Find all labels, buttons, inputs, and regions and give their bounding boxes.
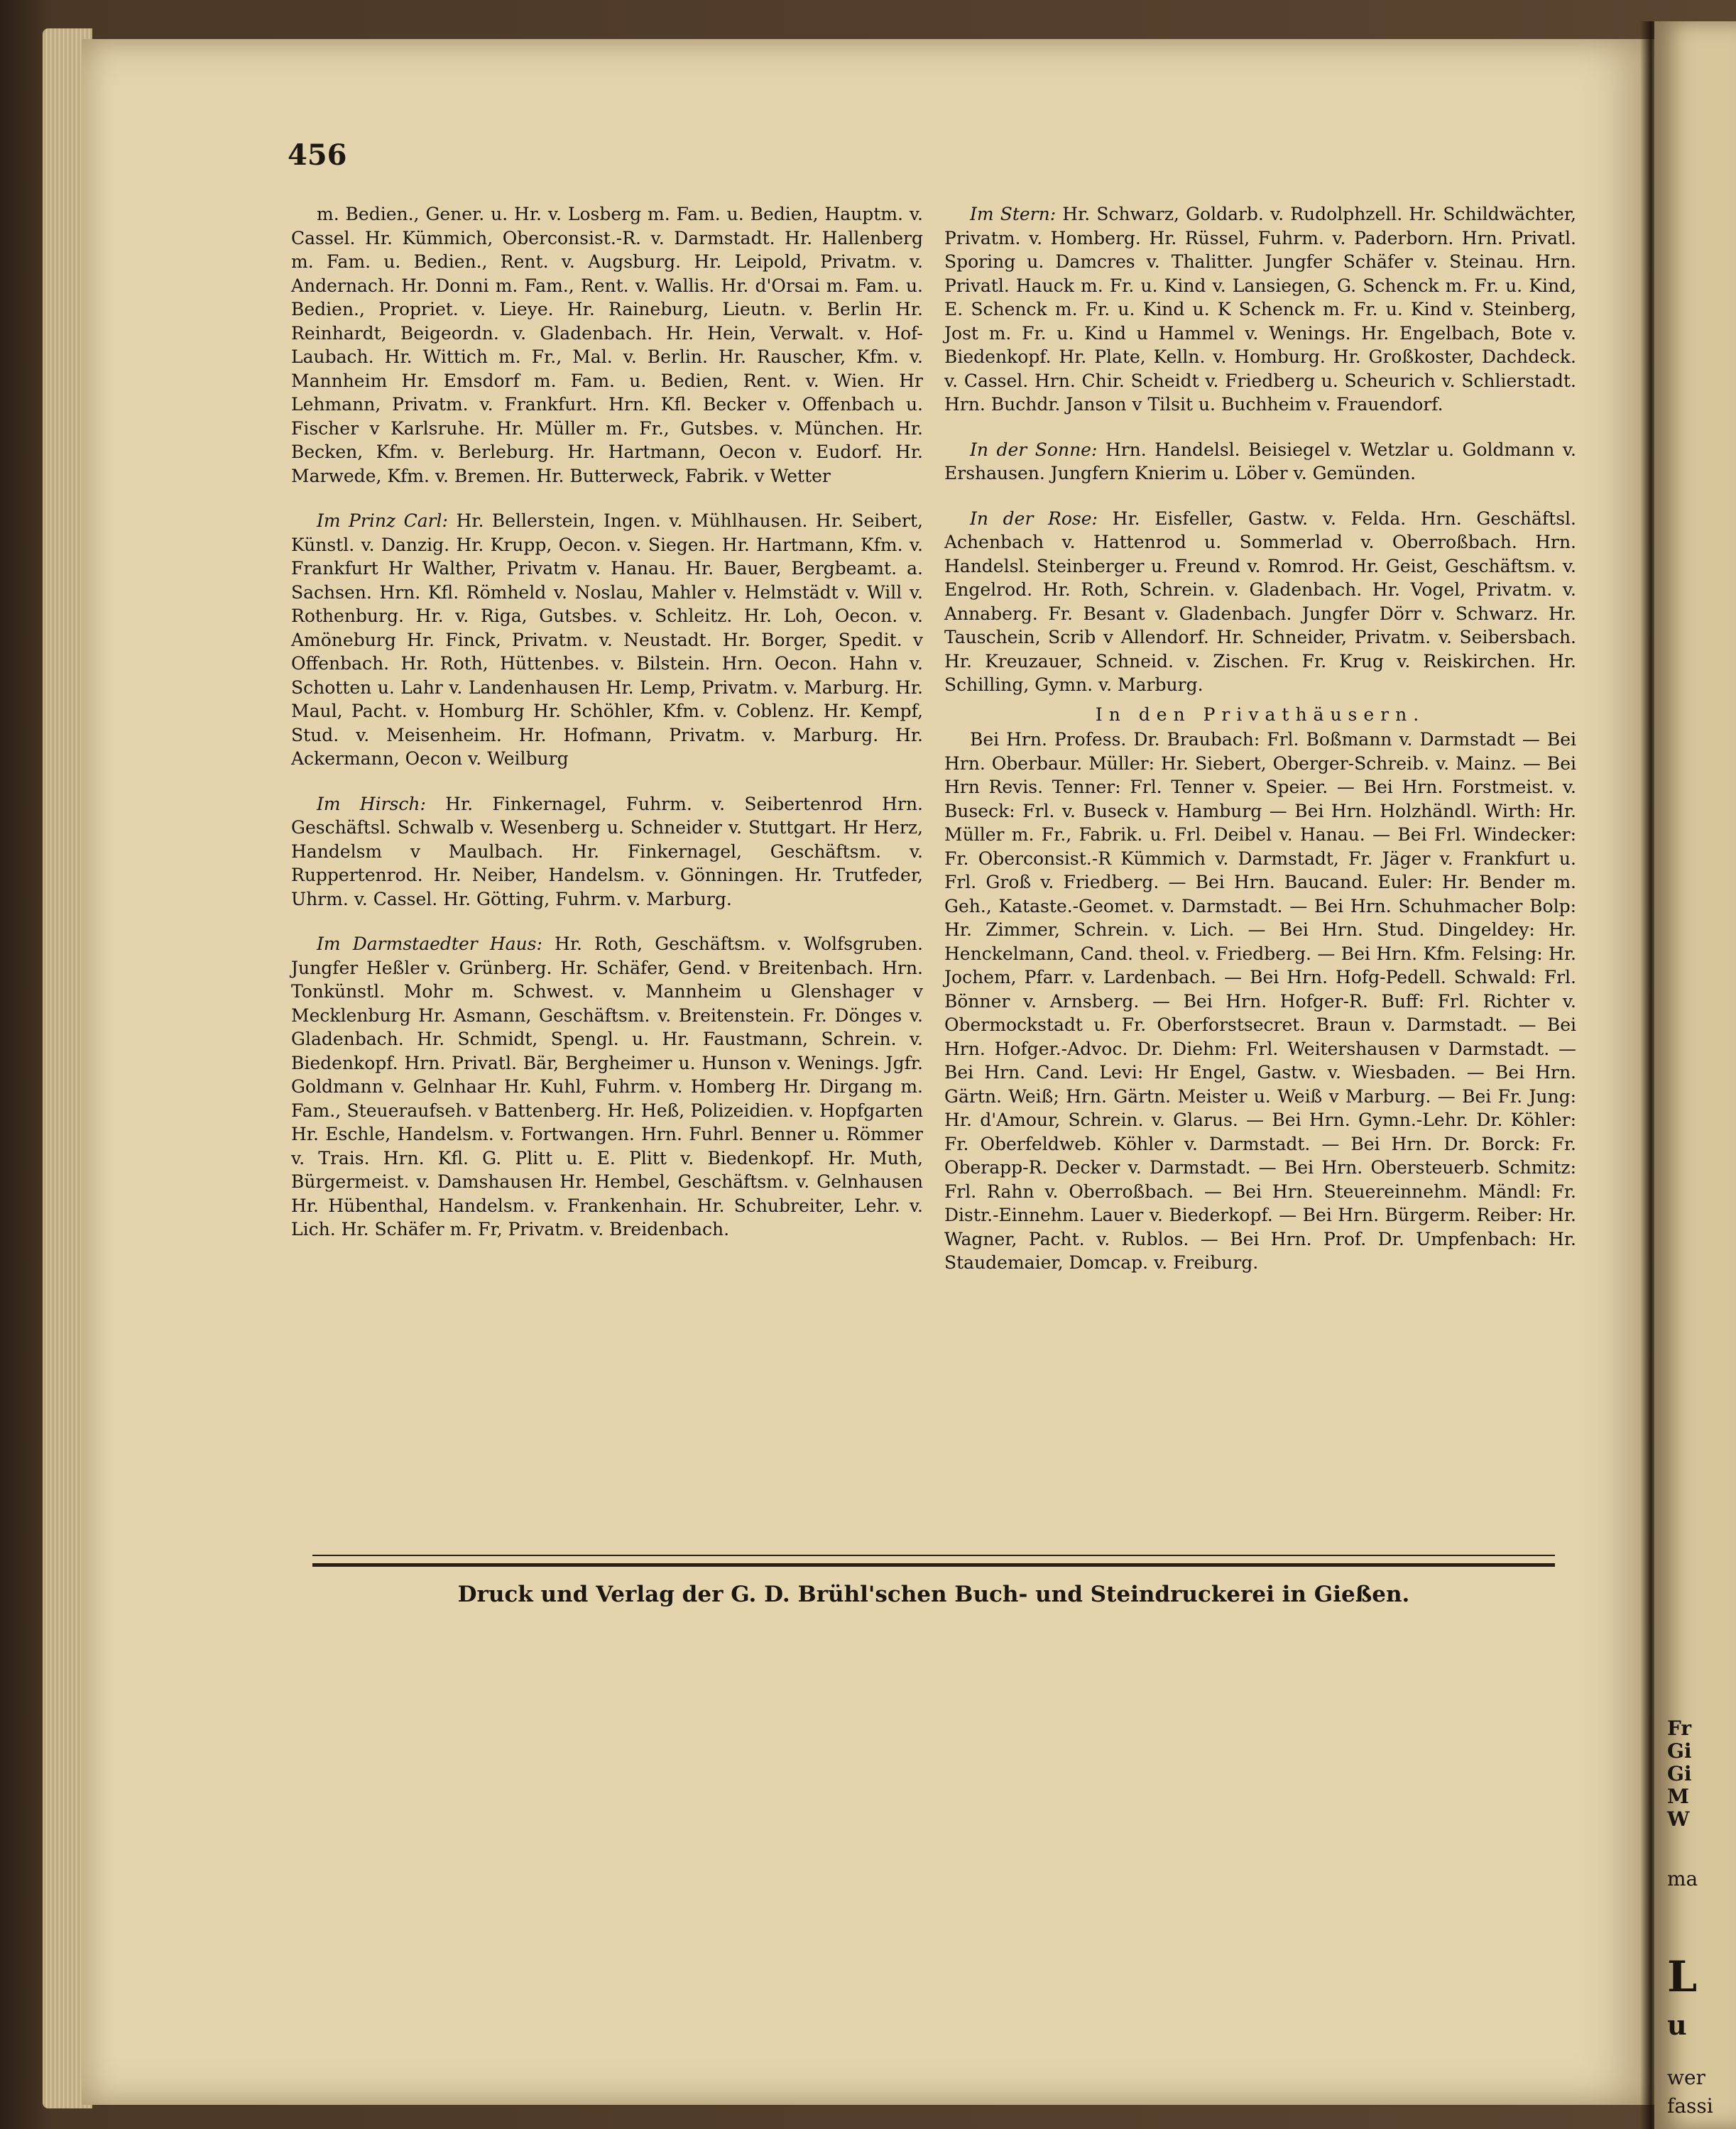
- entry-text: m. Bedien., Gener. u. Hr. v. Losberg m. Fam. u. Bedien, Hauptm. v. Cassel. Hr. Kümmich, Oberconsist.-R. v. Darmstadt. Hr. Hallenberg m. Fam. u. Bedien., Rent. v. Augsburg. Hr. Leipold, Privatm. v. Andernach. Hr. Donni m. Fam., Rent. v. Wallis. Hr. d'Orsai m. Fam. u. Bedien., Propriet. v. Lieye. Hr. Raineburg, Lieutn. v. Berlin Hr. Reinhardt, Beigeordn. v. Gladenbach. Hr. Hein, Verwalt. v. Hof-Laubach. Hr. Wittich m. Fr., Mal. v. Berlin. Hr. Rauscher, Kfm. v. Mannheim Hr. Emsdorf m. Fam. u. Bedien, Rent. v. Wien. Hr Lehmann, Privatm. v. Frankfurt. Hrn. Kfl. Becker v. Offenbach u. Fischer v Karlsruhe. Hr. Müller m. Fr., Gutsbes. v. München. Hr. Becken, Kfm. v. Berleburg. Hr. Hartmann, Oecon v. Eudorf. Hr. Marwede, Kfm. v. Bremen. Hr. Butterweck, Fabrik. v Wetter: [291, 204, 923, 486]
- hotel-label: Im Darmstaedter Haus:: [317, 934, 555, 954]
- facing-page-fragment: ma: [1667, 1867, 1698, 1890]
- facing-page-fragment: L: [1667, 1952, 1698, 2002]
- facing-page-fragment: Gi: [1667, 1739, 1692, 1763]
- entry-text: Hr. Bellerstein, Ingen. v. Mühlhausen. Hr. Seibert, Künstl. v. Danzig. Hr. Krupp, Oecon. v. Siegen. Hr. Hartmann, Kfm. v. Frankfurt Hr Walther, Privatm v. Hanau. Hr. Bauer, Bergbeamt. a. Sachsen. Hrn. Kfl. Römheld v. Noslau, Mahler v. Helmstädt v. Will v. Rothenburg. Hr. v. Riga, Gutsbes. v. Schleitz. Hr. Loh, Oecon. v. Amöneburg Hr. Finck, Privatm. v. Neustadt. Hr. Borger, Spedit. v Offenbach. Hr. Roth, Hüttenbes. v. Bilstein. Hrn. Oecon. Hahn v. Schotten u. Lahr v. Landenhausen Hr. Lemp, Privatm. v. Marburg. Hr. Maul, Pacht. v. Homburg Hr. Schöhler, Kfm. v. Coblenz. Hr. Kempf, Stud. v. Meisenheim. Hr. Hofmann, Privatm. v. Marburg. Hr. Ackermann, Oecon v. Weilburg: [291, 510, 923, 769]
- entry-paragraph: [291, 509, 923, 771]
- hotel-label: Im Prinz Carl:: [317, 510, 457, 531]
- facing-page-fragment: M: [1667, 1785, 1689, 1808]
- entry-text: Hrn. Handelsl. Beisiegel v. Wetzlar u. Goldmann v. Ershausen. Jungfern Knierim u. Löber v. Gemünden.: [944, 439, 1576, 483]
- left-column: [291, 202, 923, 1263]
- hotel-label: In der Rose:: [970, 508, 1113, 529]
- right-column: [944, 202, 1576, 1296]
- hotel-label: Im Hirsch:: [317, 793, 446, 814]
- facing-page: [1654, 21, 1736, 2129]
- facing-page-fragment: wer: [1667, 2066, 1705, 2089]
- entry-paragraph: [291, 792, 923, 912]
- facing-page-fragment: fassi: [1667, 2094, 1713, 2118]
- facing-page-fragment: u: [1667, 2009, 1687, 2041]
- entry-text: Hr. Finkernagel, Fuhrm. v. Seibertenrod Hrn. Geschäftsl. Schwalb v. Wesenberg u. Schneider v. Stuttgart. Hr Herz, Handelsm v Maulbach. Hr. Finkernagel, Geschäftsm. v. Ruppertenrod. Hr. Neiber, Handelsm. v. Gönningen. Hr. Trutfeder, Uhrm. v. Cassel. Hr. Götting, Fuhrm. v. Marburg.: [291, 793, 923, 909]
- facing-page-fragment: Fr: [1667, 1717, 1692, 1740]
- section-heading: In den Privathäusern.: [1095, 704, 1426, 725]
- printer-imprint: Druck und Verlag der G. D. Brühl'schen Buch- und Steindruckerei in Gießen.: [457, 1582, 1410, 1607]
- facing-page-fragment: Gi: [1667, 1762, 1692, 1785]
- entry-paragraph: [944, 507, 1576, 697]
- facing-page-fragment: W: [1667, 1807, 1690, 1831]
- private-houses-paragraph: Bei Hrn. Profess. Dr. Braubach: Frl. Boßmann v. Darmstadt — Bei Hrn. Oberbaur. Müller: Hr. Siebert, Oberger-Schreib. v. Mainz. — Bei Hrn Revis. Tenner: Frl. Tenner v. Speier. — Bei Hrn. Forstmeist. v. Buseck: Frl. v. Buseck v. Hamburg — Bei Hrn. Holzhändl. Wirth: Hr. Müller m. Fr., Fabrik. u. Frl. Deibel v. Hanau. — Bei Frl. Windecker: Fr. Oberconsist.-R Kümmich v. Darmstadt, Fr. Jäger v. Frankfurt u. Frl. Groß v. Friedberg. — Bei Hrn. Baucand. Euler: Hr. Bender m. Geh., Kataste.-Geomet. v. Darmstadt. — Bei Hrn. Schuhmacher Bolp: Hr. Zimmer, Schrein. v. Lich. — Bei Hrn. Stud. Dingeldey: Hr. Henckelmann, Cand. theol. v. Friedberg. — Bei Hrn. Kfm. Felsing: Hr. Jochem, Pfarr. v. Lardenbach. — Bei Hrn. Hofg-Pedell. Schwald: Frl. Bönner v. Arnsberg. — Bei Hrn. Hofger-R. Buff: Frl. Richter v. Obermockstadt u. Fr. Oberforstsecret. Braun v. Darmstadt. — Bei Hrn. Hofger.-Advoc. Dr. Diehm: Frl. Weitershausen v Darmstadt. — Bei Hrn. Cand. Levi: Hr Engel, Gastw. v. Wiesbaden. — Bei Hrn. Gärtn. Weiß; Hrn. Gärtn. Meister u. Weiß v Marburg. — Bei Fr. Jung: Hr. d'Amour, Schrein. v. Glarus. — Bei Hrn. Gymn.-Lehr. Dr. Köhler: Fr. Oberfeldweb. Köhler v. Darmstadt. — Bei Hrn. Dr. Borck: Fr. Oberapp-R. Decker v. Darmstadt. — Bei Hrn. Obersteuerb. Schmitz: Frl. Rahn v. Oberroßbach. — Bei Hrn. Steuereinnehm. Mändl: Fr. Distr.-Einnehm. Lauer v. Biederkopf. — Bei Hrn. Bürgerm. Reiber: Hr. Wagner, Pacht. v. Rublos. — Bei Hrn. Prof. Dr. Umpfenbach: Hr. Staudemaier, Domcap. v. Freiburg.: [944, 729, 1576, 1273]
- entry-text: Hr. Eisfeller, Gastw. v. Felda. Hrn. Geschäftsl. Achenbach v. Hattenrod u. Sommerlad v. Oberroßbach. Hrn. Handelsl. Steinberger u. Freund v. Romrod. Hr. Geist, Geschäftsm. v. Engelrod. Hr. Roth, Schrein. v. Gladenbach. Hr. Vogel, Privatm. v. Annaberg. Fr. Besant v. Gladenbach. Jungfer Dörr v. Schwarz. Hr. Tauschein, Scrib v Allendorf. Hr. Schneider, Privatm. v. Seibersbach. Hr. Kreuzauer, Schneid. v. Zischen. Fr. Krug v. Reiskirchen. Hr. Schilling, Gymn. v. Marburg.: [944, 508, 1576, 695]
- entry-paragraph: [291, 932, 923, 1242]
- double-rule-divider: [312, 1555, 1555, 1567]
- entry-paragraph: [944, 438, 1576, 486]
- entry-paragraph: [944, 202, 1576, 417]
- entry-text: Hr. Roth, Geschäftsm. v. Wolfsgruben. Jungfer Heßler v. Grünberg. Hr. Schäfer, Gend. v Breitenbach. Hrn. Tonkünstl. Mohr m. Schwest. v. Mannheim u Glenshager v Mecklenburg Hr. Asmann, Geschäftsm. v. Breitenstein. Fr. Dönges v. Gladenbach. Hr. Schmidt, Spengl. u. Hr. Faustmann, Schrein. v. Biedenkopf. Hrn. Privatl. Bär, Bergheimer u. Hunson v. Wenings. Jgfr. Goldmann v. Gelnhaar Hr. Kuhl, Fuhrm. v. Homberg Hr. Dirgang m. Fam., Steueraufseh. v Battenberg. Hr. Heß, Polizeidien. v. Hopfgarten Hr. Eschle, Handelsm. v. Fortwangen. Hrn. Fuhrl. Benner u. Römmer v. Trais. Hrn. Kfl. G. Plitt u. E. Plitt v. Biedenkopf. Hr. Muth, Bürgermeist. v. Damshausen Hr. Hembel, Geschäftsm. v. Gelnhausen Hr. Hübenthal, Handelsm. v. Frankenhain. Hr. Schubreiter, Lehr. v. Lich. Hr. Schäfer m. Fr, Privatm. v. Breidenbach.: [291, 934, 923, 1239]
- hotel-label: In der Sonne:: [970, 439, 1106, 460]
- page-number: 456: [288, 138, 347, 172]
- entry-text: Hr. Schwarz, Goldarb. v. Rudolphzell. Hr. Schildwächter, Privatm. v. Homberg. Hr. Rüssel, Fuhrm. v. Paderborn. Hrn. Privatl. Sporing u. Damcres v. Thalitter. Jungfer Schäfer v. Steinau. Hrn. Privatl. Hauck m. Fr. u. Kind v. Lansiegen, G. Schenck m. Fr. u. Kind, E. Schenck m. Fr. u. Kind u. K Schenck m. Fr. u. Kind v. Steinberg, Jost m. Fr. u. Kind u Hammel v. Wenings. Hr. Engelbach, Bote v. Biedenkopf. Hr. Plate, Kelln. v. Homburg. Hr. Großkoster, Dachdeck. v. Cassel. Hrn. Chir. Scheidt v. Friedberg u. Scheurich v. Schlierstadt. Hrn. Buchdr. Janson v Tilsit u. Buchheim v. Frauendorf.: [944, 204, 1576, 415]
- hotel-label: Im Stern:: [970, 204, 1063, 224]
- entry-paragraph: [291, 202, 923, 488]
